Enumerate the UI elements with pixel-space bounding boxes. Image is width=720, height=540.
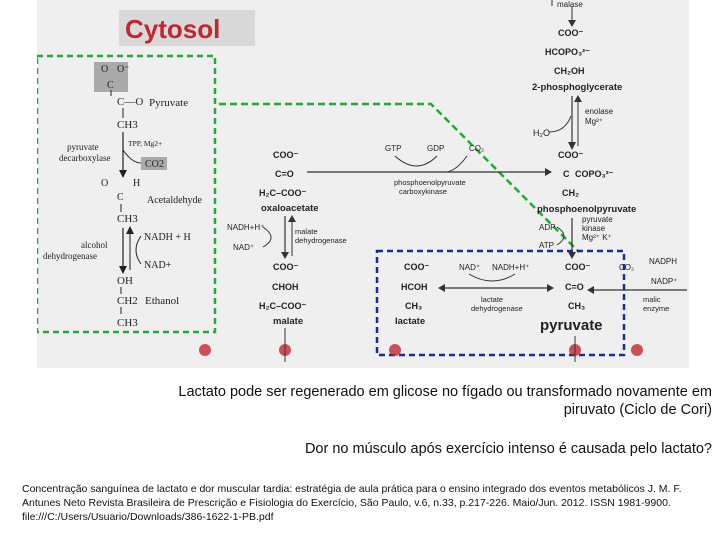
- h2o-label: H₂O: [533, 128, 550, 138]
- co2-malic: CO₂: [619, 263, 635, 272]
- nad-mdh: NAD⁺: [233, 243, 255, 252]
- choh: CHOH: [272, 282, 299, 292]
- co2-left: CO2: [145, 159, 164, 170]
- ch2oh: CH₂OH: [554, 66, 585, 76]
- co-pyr: C=O: [565, 282, 584, 292]
- adh-label-1: alcohol: [81, 240, 108, 250]
- nad-ldh: NAD⁺: [459, 263, 481, 272]
- o-label: O: [101, 178, 109, 189]
- oxaloacetate-label: oxaloacetate: [261, 203, 319, 214]
- mdh-label-1: malate: [295, 227, 318, 236]
- pdc-label-1: pyruvate: [67, 142, 99, 152]
- ldh-label-1: lactate: [481, 295, 504, 304]
- co2-pepck: CO₂: [469, 144, 485, 153]
- pk-label-2: kinase: [582, 224, 606, 233]
- ethanol-fermentation-panel: [43, 62, 203, 329]
- pdc-label-2: decarboxylase: [59, 153, 111, 163]
- pdc-cofactors: TPP, Mg2+: [128, 139, 163, 148]
- hcopo3: HCOPO₃²⁻: [545, 47, 590, 57]
- enolase-label: enolase: [585, 107, 614, 116]
- pyruvate-main-label: pyruvate: [540, 317, 603, 334]
- pep-label: phosphoenolpyruvate: [537, 204, 637, 215]
- svg-text:C: C: [563, 169, 570, 179]
- coo-pyr: COO⁻: [565, 262, 591, 272]
- caption-cori-cycle: Lactato pode ser regenerado em glicose no fígado ou transformado novamente em piruvato (Ciclo de Cori): [178, 384, 712, 418]
- adp-label: ADP: [539, 223, 556, 232]
- svg-text:C—O: C—O: [117, 96, 144, 108]
- h2c-coo-oaa: H₂C–COO⁻: [259, 188, 307, 198]
- acetaldehyde-label: Acetaldehyde: [147, 195, 202, 206]
- ch2-pep: CH₂: [562, 188, 579, 198]
- coo-oaa: COO⁻: [273, 150, 299, 160]
- svg-text:C: C: [107, 80, 114, 91]
- pathway-svg: [37, 0, 689, 368]
- svg-text:O⁻: O⁻: [117, 64, 130, 75]
- pyruvate-left-label: Pyruvate: [149, 97, 189, 109]
- coo-top: COO⁻: [558, 28, 584, 38]
- coo-mal: COO⁻: [273, 262, 299, 272]
- hcoh: HCOH: [401, 282, 428, 292]
- ch3-lactate: CH₃: [405, 301, 423, 311]
- header-cytosol: Cytosol: [125, 14, 221, 44]
- pk-label-1: pyruvate: [582, 215, 613, 224]
- ethanol-label: Ethanol: [145, 295, 180, 307]
- nadp-label: NADP⁺: [651, 277, 678, 286]
- nadh-left: NADH + H: [144, 232, 191, 243]
- svg-text:C: C: [117, 192, 124, 203]
- svg-text:O: O: [101, 64, 109, 75]
- pepck-label-2: carboxykinase: [399, 187, 447, 196]
- enolase-ion: Mg²⁺: [585, 117, 603, 126]
- lactate-label: lactate: [395, 316, 426, 327]
- h2c-coo-mal: H₂C–COO⁻: [259, 301, 307, 311]
- malic-label-2: enzyme: [643, 304, 670, 313]
- adh-label-2: dehydrogenase: [43, 251, 97, 261]
- oh-label: OH: [117, 275, 133, 287]
- pepck-label-1: phosphoenolpyruvate: [394, 178, 466, 187]
- ch3-bottom: CH3: [117, 317, 138, 329]
- nadh-mdh: NADH+H⁺: [227, 223, 265, 232]
- gtp-label: GTP: [385, 144, 402, 153]
- svg-text:H: H: [133, 178, 141, 189]
- nadph-label: NADPH: [649, 257, 678, 266]
- malic-enzyme-area: [587, 257, 687, 313]
- malate-label: malate: [273, 316, 304, 327]
- lactate-box: [395, 262, 603, 334]
- reference-citation: Concentração sanguínea de lactato e dor muscular tardia: estratégia de aula prática para o ensino integrado dos eventos metabólicos J. M. F. Antunes Neto Revista Brasileira de Prescrição e Fisiologia do Exercício, São Paulo, v.6, n.33, p.217-226. Maio/Jun. 2012. ISSN 1981-9900. file:///C:/Users/Usuario/Downloads/386-1622-1-PB.pdf: [22, 483, 682, 523]
- coo-lactate: COO⁻: [404, 262, 430, 272]
- malic-label-1: malic: [643, 295, 661, 304]
- phosphoglycerate-label: 2-phosphoglycerate: [532, 82, 623, 93]
- coo-pep: COO⁻: [558, 150, 584, 160]
- co-oaa: C=O: [275, 169, 294, 179]
- ch3-mid: CH3: [117, 213, 138, 225]
- gdp-label: GDP: [427, 144, 445, 153]
- mdh-label-2: dehydrogenase: [295, 236, 347, 245]
- atp-label: ATP: [539, 241, 554, 250]
- ch3-pyr: CH₃: [568, 301, 586, 311]
- caption-question: Dor no músculo após exercício intenso é causada pelo lactato?: [304, 441, 712, 457]
- ch3-top: CH3: [117, 119, 138, 131]
- copo3: COPO₃²⁻: [575, 169, 614, 179]
- nadh-ldh: NADH+H⁺: [492, 263, 530, 272]
- nad-left: NAD+: [144, 260, 172, 271]
- metabolic-diagram: [37, 0, 689, 368]
- pk-ion: Mg²⁺ K⁺: [582, 233, 612, 242]
- gluconeogenesis-middle: [227, 144, 552, 327]
- ch2-label: CH2: [117, 295, 138, 307]
- top-cut-label: malase: [557, 0, 583, 9]
- ldh-label-2: dehydrogenase: [471, 304, 523, 313]
